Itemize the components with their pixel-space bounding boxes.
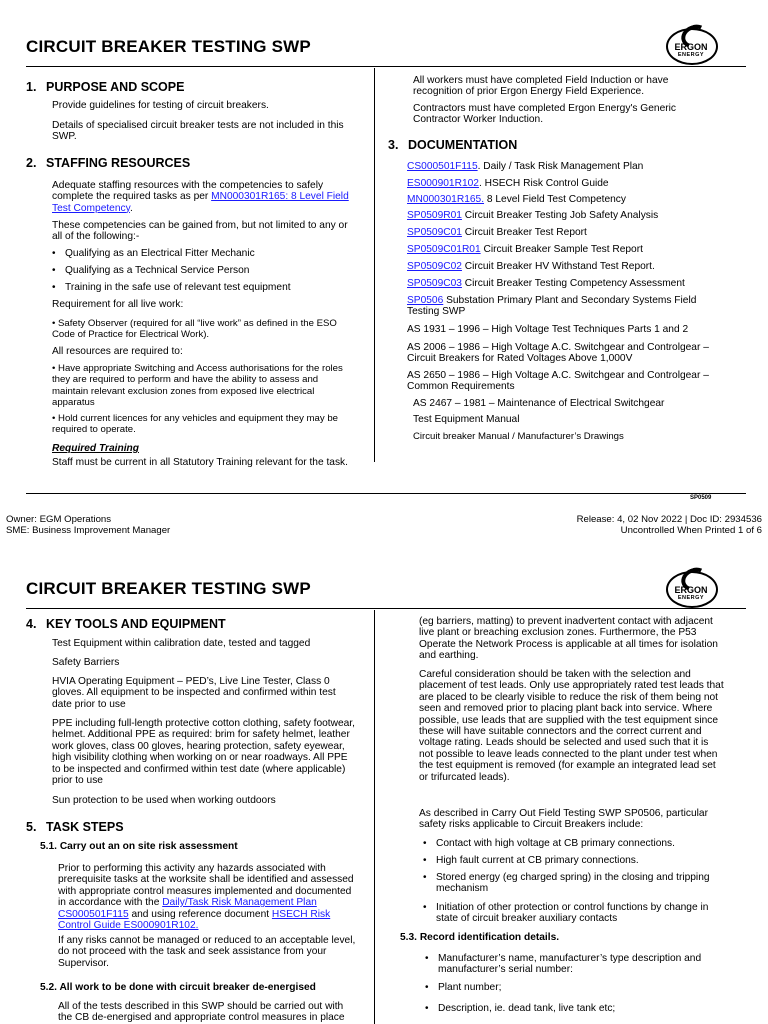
paragraph: If any risks cannot be managed or reduced to an acceptable level, do not proceed with the task and seek assistance from your Supervisor. (58, 935, 356, 969)
link-doc[interactable]: SP0509R01 (407, 210, 462, 221)
link-doc[interactable]: MN000301R165. (407, 194, 485, 205)
link-doc[interactable]: SP0506 (407, 295, 444, 306)
logo-text: ERGON (674, 42, 708, 52)
paragraph: All of the tests described in this SWP should be carried out with the CB de-energised and appropriate control measures in place (58, 1001, 345, 1024)
doc-item: SP0509C01 Circuit Breaker Test Report (407, 227, 587, 238)
paragraph: Careful consideration should be taken with the selection and placement of test leads. Only use appropriately rated test leads that are placed to be clearly visible to reduce the risk of them being not seen and removed prior to placing plant back into service. Where possible, use leads that are supplied with the test equipment since these will have suitable connectors and the correct current and voltage rating. Leads should be selected and used such that it is not possible to leave leads connected to the plant under test when the test equipment is removed (for example an integrated lead set or trifurcated leads). (419, 669, 724, 783)
footer-printed: Uncontrolled When Printed 1 of 6 (620, 525, 762, 536)
doc-item: SP0509R01 Circuit Breaker Testing Job Safety Analysis (407, 210, 659, 221)
paragraph: Sun protection to be used when working outdoors (52, 795, 276, 806)
ergon-energy-logo (664, 571, 718, 605)
paragraph: Safety Barriers (52, 657, 120, 668)
list-item: • Plant number; (438, 982, 728, 993)
subsection-heading: 5.2. All work to be done with circuit breaker de-energised (40, 982, 316, 993)
paragraph: Details of specialised circuit breaker tests are not included in this SWP. (52, 120, 344, 143)
section-heading-task-steps: 5. TASK STEPS (26, 820, 124, 834)
doc-item: SP0509C03 Circuit Breaker Testing Competency Assessment (407, 278, 685, 289)
doc-item: MN000301R165. 8 Level Field Test Competency (407, 194, 626, 205)
paragraph: As described in Carry Out Field Testing SWP SP0506, particular safety risks applicable to Circuit Breakers include: (419, 808, 708, 831)
list-item: • Initiation of other protection or control functions by change in state of circuit breaker auxiliary contacts (436, 902, 726, 925)
footer-release: Release: 4, 02 Nov 2022 | Doc ID: 2934536 (576, 514, 762, 525)
list-item: • Description, ie. dead tank, live tank etc; (438, 1003, 728, 1014)
footer-rule (26, 493, 746, 494)
standard-item: Test Equipment Manual (413, 414, 520, 425)
required-training-heading: Required Training (52, 443, 139, 454)
paragraph: • Hold current licences for any vehicles and equipment they may be required to operate. (52, 413, 338, 436)
paragraph: • Safety Observer (required for all “live work” as defined in the ESO Code of Practice for Electrical Work). (52, 318, 337, 341)
paragraph: Prior to performing this activity any hazards associated with prerequisite tasks at the worksite shall be identified and assessed with appropriate control measures implemented and documented in accordance with the Daily/Task Risk Management Plan CS000501F115 and using reference document HSECH Risk Control Guide ES000901R102. (58, 863, 354, 932)
paragraph: PPE including full-length protective cotton clothing, safety footwear, helmet. Additional PPE as required: brim for safety helmet, leather work gloves, class 00 gloves, hearing protection, safety eyewear, high visibility clothing when working on or near roadways. All PPE to be inspected and confirmed within test date (where applicable) prior to use (52, 718, 355, 787)
link-doc[interactable]: SP0509C01 (407, 227, 462, 238)
subsection-heading: 5.3. Record identification details. (400, 932, 560, 943)
link-doc[interactable]: ES000901R102 (407, 178, 479, 189)
footer-owner: Owner: EGM Operations (6, 514, 112, 525)
subsection-heading: 5.1. Carry out an on site risk assessment (40, 841, 238, 852)
doc-item: SP0506 Substation Primary Plant and Secondary Systems Field Testing SWP (407, 295, 697, 318)
standard-item: AS 2006 – 1986 – High Voltage A.C. Switchgear and Controlgear – Circuit Breakers for Rated Voltages Above 1,000V (407, 342, 709, 365)
paragraph: • Have appropriate Switching and Access authorisations for the roles they are required to perform and have the ability to assess and maintain relevant exclusion zones from exposed live electrical apparatus (52, 363, 343, 409)
list-item: • High fault current at CB primary connections. (436, 855, 726, 866)
paragraph: All workers must have completed Field Induction or have recognition of prior Ergon Energy Field Experience. (413, 75, 669, 98)
logo-text: ERGON (674, 585, 708, 595)
link-doc[interactable]: CS000501F115 (407, 161, 478, 172)
footer-code: SP0509 (690, 495, 712, 501)
section-heading-purpose: 1. PURPOSE AND SCOPE (26, 80, 185, 94)
header-rule (26, 608, 746, 609)
list-item: • Contact with high voltage at CB primary connections. (436, 838, 726, 849)
doc-item: SP0509C02 Circuit Breaker HV Withstand Test Report. (407, 261, 655, 272)
paragraph: Requirement for all live work: (52, 299, 184, 310)
list-item: • Stored energy (eg charged spring) in the closing and tripping mechanism (436, 872, 726, 895)
standard-item: AS 2650 – 1986 – High Voltage A.C. Switchgear and Controlgear – Common Requirements (407, 370, 709, 393)
doc-item: CS000501F115. Daily / Task Risk Management Plan (407, 161, 644, 172)
doc-item: ES000901R102. HSECH Risk Control Guide (407, 178, 609, 189)
section-heading-documentation: 3. DOCUMENTATION (388, 138, 518, 152)
list-item: • Qualifying as a Technical Service Person (65, 265, 355, 276)
list-item: • Qualifying as an Electrical Fitter Mechanic (65, 248, 355, 259)
paragraph: HVIA Operating Equipment – PED’s, Live Line Tester, Class 0 gloves. All equipment to be inspected and confirmed within test date prior to use (52, 676, 336, 710)
paragraph: Test Equipment within calibration date, tested and tagged (52, 638, 311, 649)
paragraph: Adequate staffing resources with the competencies to safely complete the required tasks as per MN000301R165: 8 Level Field Test Competency. (52, 180, 349, 214)
header-rule (26, 66, 746, 67)
section-heading-tools: 4. KEY TOOLS AND EQUIPMENT (26, 617, 226, 631)
paragraph: These competencies can be gained from, but not limited to any or all of the following:- (52, 220, 348, 243)
section-heading-staffing: 2. STAFFING RESOURCES (26, 156, 191, 170)
logo-subtext: ENERGY (677, 52, 705, 58)
paragraph: All resources are required to: (52, 346, 183, 357)
list-item: • Manufacturer’s name, manufacturer’s type description and manufacturer’s serial number: (438, 953, 728, 976)
link-es000901r102[interactable]: HSECH Risk Control Guide ES000901R102. (58, 908, 331, 932)
link-doc[interactable]: SP0509C03 (407, 278, 462, 289)
paragraph: Staff must be current in all Statutory Training relevant for the task. (52, 457, 348, 468)
logo-subtext: ENERGY (677, 595, 705, 601)
paragraph: (eg barriers, matting) to prevent inadvertent contact with adjacent live plant or breaching exclusion zones. Furthermore, the P53 Operate the Network Process is applicable at all times for isolation and earthing. (419, 616, 718, 662)
paragraph: Contractors must have completed Ergon Energy's Generic Contractor Worker Induction. (413, 103, 676, 126)
link-mn000301r165[interactable]: MN000301R165: 8 Level Field Test Competency (52, 191, 349, 214)
doc-item: SP0509C01R01 Circuit Breaker Sample Test Report (407, 244, 643, 255)
standard-item: AS 1931 – 1996 – High Voltage Test Techniques Parts 1 and 2 (407, 324, 689, 335)
link-cs000501f115[interactable]: Daily/Task Risk Management Plan CS000501F115 (58, 897, 317, 920)
page-title: CIRCUIT BREAKER TESTING SWP (26, 37, 311, 56)
paragraph: Provide guidelines for testing of circuit breakers. (52, 100, 269, 111)
ergon-energy-logo (664, 28, 718, 62)
standard-item: AS 2467 – 1981 – Maintenance of Electrical Switchgear (413, 398, 665, 409)
page-title: CIRCUIT BREAKER TESTING SWP (26, 579, 311, 598)
column-divider (374, 68, 375, 462)
footer-sme: SME: Business Improvement Manager (6, 525, 171, 536)
link-doc[interactable]: SP0509C01R01 (407, 244, 481, 255)
link-doc[interactable]: SP0509C02 (407, 261, 462, 272)
column-divider (374, 610, 375, 1024)
list-item: • Training in the safe use of relevant test equipment (65, 282, 355, 293)
standard-item: Circuit breaker Manual / Manufacturer’s Drawings (413, 431, 624, 442)
